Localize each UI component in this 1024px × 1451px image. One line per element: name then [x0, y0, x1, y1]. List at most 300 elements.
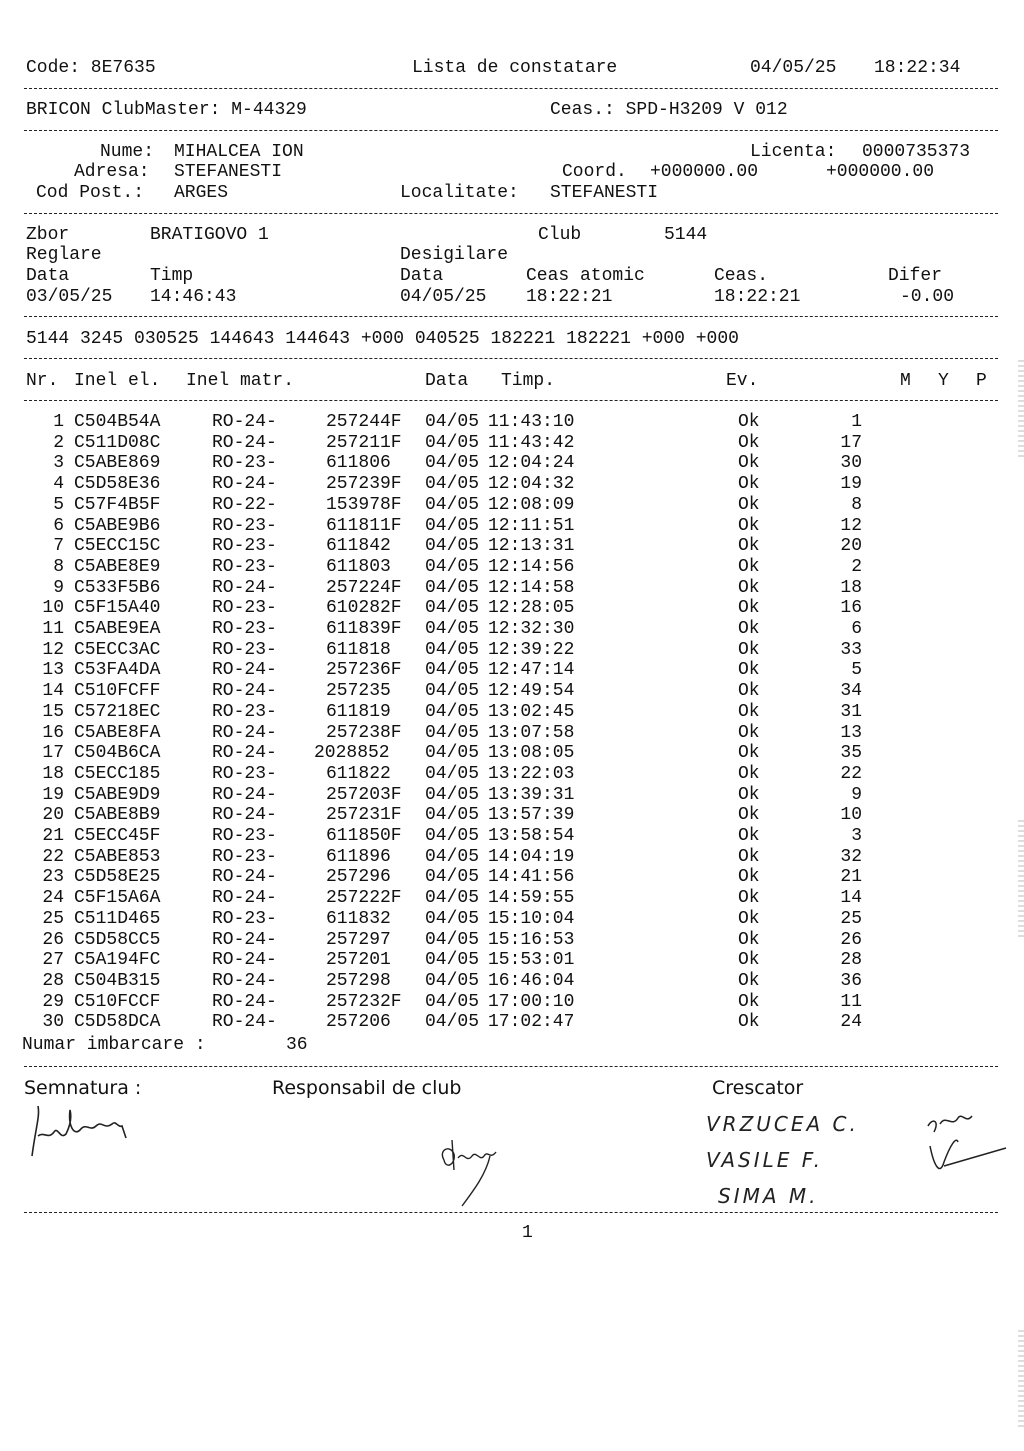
- cell-data: 04/05: [425, 743, 480, 764]
- cell-inel-el: C5ECC3AC: [74, 639, 161, 660]
- cell-inel-el: C504B315: [74, 970, 161, 991]
- cell-timp: 15:53:01: [488, 950, 575, 971]
- cell-value: 16: [840, 598, 862, 619]
- nume-value: MIHALCEA ION: [174, 142, 304, 162]
- cell-inel-matr: 611822: [326, 763, 391, 784]
- cell-inel-matr: 611850F: [326, 826, 402, 846]
- cell-data: 04/05: [425, 474, 480, 495]
- cell-prefix: RO-23-: [212, 826, 277, 846]
- desigilare-data: 04/05/25: [400, 287, 487, 307]
- cell-inel-el: C53FA4DA: [74, 660, 161, 681]
- cell-value: 32: [840, 846, 862, 867]
- cell-inel-matr: 611896: [326, 846, 391, 867]
- responsabil-label: Responsabil de club: [272, 1077, 462, 1099]
- cell-inel-el: C511D08C: [74, 432, 161, 453]
- cell-inel-el: C5ECC45F: [74, 826, 161, 846]
- zbor-value: BRATIGOVO 1: [150, 225, 269, 245]
- ceas-value: 18:22:21: [714, 287, 801, 307]
- cell-ev: Ok: [738, 888, 760, 909]
- cell-nr: 9: [53, 577, 64, 598]
- reglare-label: Reglare: [26, 245, 102, 265]
- cell-prefix: RO-23-: [212, 639, 277, 660]
- cell-prefix: RO-24-: [212, 412, 277, 432]
- cell-value: 31: [840, 701, 862, 722]
- cell-inel-matr: 611818: [326, 639, 391, 660]
- cell-ev: Ok: [738, 846, 760, 867]
- data-label: Data: [26, 266, 70, 286]
- doc-date: 04/05/25: [750, 58, 837, 78]
- cell-value: 22: [840, 763, 862, 784]
- cell-ev: Ok: [738, 536, 760, 557]
- cell-data: 04/05: [425, 453, 480, 474]
- cell-value: 11: [840, 991, 862, 1012]
- cell-value: 8: [851, 494, 862, 515]
- cell-value: 18: [840, 577, 862, 598]
- cell-data: 04/05: [425, 805, 480, 826]
- cell-prefix: RO-24-: [212, 743, 277, 764]
- cell-data: 04/05: [425, 639, 480, 660]
- cell-ev: Ok: [738, 432, 760, 453]
- cell-nr: 1: [53, 412, 64, 432]
- cell-timp: 12:04:24: [488, 453, 575, 474]
- cell-ev: Ok: [738, 598, 760, 619]
- cell-inel-el: C5ABE869: [74, 453, 161, 474]
- cell-data: 04/05: [425, 412, 480, 432]
- cell-data: 04/05: [425, 784, 480, 805]
- cell-prefix: RO-23-: [212, 701, 277, 722]
- cell-nr: 17: [42, 743, 64, 764]
- cell-timp: 12:13:31: [488, 536, 575, 557]
- cell-nr: 14: [42, 681, 64, 702]
- cell-value: 14: [840, 888, 862, 909]
- cell-inel-matr: 257201: [326, 950, 391, 971]
- doc-time: 18:22:34: [874, 58, 961, 78]
- cell-nr: 22: [42, 846, 64, 867]
- coord-y: +000000.00: [826, 162, 935, 182]
- cell-inel-el: C5D58E36: [74, 474, 161, 495]
- cell-inel-el: C504B54A: [74, 412, 161, 432]
- difer-label: Difer: [888, 266, 943, 286]
- cell-data: 04/05: [425, 619, 480, 639]
- cell-timp: 12:49:54: [488, 681, 575, 702]
- cell-inel-matr: 611803: [326, 556, 391, 577]
- cell-value: 34: [840, 681, 862, 702]
- col-ev: Ev.: [726, 371, 759, 391]
- cell-nr: 28: [42, 970, 64, 991]
- col-y: Y: [938, 371, 949, 391]
- col-nr: Nr.: [26, 371, 59, 391]
- cell-data: 04/05: [425, 1012, 480, 1033]
- cell-nr: 30: [42, 1012, 64, 1033]
- crescator-name-2: VASILE F.: [706, 1148, 824, 1172]
- cell-timp: 12:47:14: [488, 660, 575, 681]
- cell-inel-el: C5ABE8B9: [74, 805, 161, 826]
- cell-inel-matr: 257298: [326, 970, 391, 991]
- semnatura-label: Semnatura :: [24, 1077, 142, 1099]
- cell-value: 10: [840, 805, 862, 826]
- cell-inel-matr: 257236F: [326, 660, 402, 681]
- separator: [24, 88, 998, 89]
- cell-inel-matr: 611806: [326, 453, 391, 474]
- cell-value: 5: [851, 660, 862, 681]
- cell-prefix: RO-24-: [212, 867, 277, 888]
- cell-data: 04/05: [425, 763, 480, 784]
- cell-ev: Ok: [738, 660, 760, 681]
- cell-value: 19: [840, 474, 862, 495]
- cell-ev: Ok: [738, 474, 760, 495]
- cell-prefix: RO-24-: [212, 888, 277, 909]
- cell-prefix: RO-24-: [212, 474, 277, 495]
- cell-prefix: RO-23-: [212, 908, 277, 929]
- cell-prefix: RO-24-: [212, 722, 277, 743]
- semnatura-signature: [24, 1096, 144, 1166]
- cell-value: 13: [840, 722, 862, 743]
- cell-value: 26: [840, 929, 862, 950]
- cell-nr: 16: [42, 722, 64, 743]
- reglare-data: 03/05/25: [26, 287, 113, 307]
- cell-inel-el: C5ABE9EA: [74, 619, 161, 639]
- cell-inel-matr: 257244F: [326, 412, 402, 432]
- coord-x: +000000.00: [650, 162, 759, 182]
- cell-value: 6: [851, 619, 862, 639]
- cell-value: 3: [851, 826, 862, 846]
- cell-nr: 26: [42, 929, 64, 950]
- cell-prefix: RO-24-: [212, 929, 277, 950]
- cell-nr: 4: [53, 474, 64, 495]
- crescator-name-3: SIMA M.: [718, 1184, 819, 1208]
- cell-ev: Ok: [738, 639, 760, 660]
- cell-nr: 25: [42, 908, 64, 929]
- cell-data: 04/05: [425, 515, 480, 536]
- cell-data: 04/05: [425, 536, 480, 557]
- cell-nr: 11: [42, 619, 64, 639]
- ceas-atomic-value: 18:22:21: [526, 287, 613, 307]
- cell-nr: 19: [42, 784, 64, 805]
- col-timp: Timp.: [501, 371, 556, 391]
- cell-inel-matr: 611842: [326, 536, 391, 557]
- cell-inel-el: C5ABE853: [74, 846, 161, 867]
- cell-timp: 13:07:58: [488, 722, 575, 743]
- reglare-timp: 14:46:43: [150, 287, 237, 307]
- cell-prefix: RO-23-: [212, 536, 277, 557]
- cell-nr: 21: [42, 826, 64, 846]
- cell-nr: 13: [42, 660, 64, 681]
- cell-value: 21: [840, 867, 862, 888]
- cell-ev: Ok: [738, 908, 760, 929]
- cell-timp: 14:04:19: [488, 846, 575, 867]
- cell-nr: 2: [53, 432, 64, 453]
- cell-inel-el: C510FCFF: [74, 681, 161, 702]
- difer-value: -0.00: [900, 287, 955, 307]
- cell-nr: 29: [42, 991, 64, 1012]
- cell-nr: 24: [42, 888, 64, 909]
- cell-timp: 15:16:53: [488, 929, 575, 950]
- cell-timp: 13:02:45: [488, 701, 575, 722]
- cell-data: 04/05: [425, 929, 480, 950]
- cell-inel-matr: 257297: [326, 929, 391, 950]
- cell-ev: Ok: [738, 453, 760, 474]
- cell-inel-el: C5F15A40: [74, 598, 161, 619]
- cell-data: 04/05: [425, 867, 480, 888]
- separator: [24, 1212, 998, 1213]
- cell-ev: Ok: [738, 722, 760, 743]
- cell-ev: Ok: [738, 805, 760, 826]
- cell-inel-matr: 257235: [326, 681, 391, 702]
- doc-code: Code: 8E7635: [26, 58, 156, 78]
- cell-timp: 12:14:56: [488, 556, 575, 577]
- cell-prefix: RO-24-: [212, 681, 277, 702]
- cell-prefix: RO-24-: [212, 784, 277, 805]
- cell-value: 24: [840, 1012, 862, 1033]
- cell-ev: Ok: [738, 556, 760, 577]
- col-inel-el: Inel el.: [74, 371, 161, 391]
- cell-inel-matr: 257239F: [326, 474, 402, 495]
- cell-inel-el: C511D465: [74, 908, 161, 929]
- col-inel-matr: Inel matr.: [186, 371, 295, 391]
- cell-value: 33: [840, 639, 862, 660]
- separator: [24, 1066, 998, 1067]
- cell-ev: Ok: [738, 991, 760, 1012]
- club-label: Club: [538, 225, 582, 245]
- cell-ev: Ok: [738, 681, 760, 702]
- cell-ev: Ok: [738, 412, 760, 432]
- cell-inel-el: C5ABE8FA: [74, 722, 161, 743]
- timp-label: Timp: [150, 266, 194, 286]
- cell-timp: 13:39:31: [488, 784, 575, 805]
- cell-inel-el: C533F5B6: [74, 577, 161, 598]
- cell-timp: 16:46:04: [488, 970, 575, 991]
- cell-inel-el: C5ABE8E9: [74, 556, 161, 577]
- cell-inel-matr: 257238F: [326, 722, 402, 743]
- cell-inel-matr: 257231F: [326, 805, 402, 826]
- cell-ev: Ok: [738, 826, 760, 846]
- zbor-label: Zbor: [26, 225, 70, 245]
- codpost-label: Cod Post.:: [36, 183, 145, 203]
- cell-data: 04/05: [425, 888, 480, 909]
- cell-inel-el: C5ABE9D9: [74, 784, 161, 805]
- cell-inel-matr: 257222F: [326, 888, 402, 909]
- cell-inel-matr: 2028852: [314, 743, 390, 764]
- cell-nr: 12: [42, 639, 64, 660]
- cell-inel-matr: 611832: [326, 908, 391, 929]
- codpost-value: ARGES: [174, 183, 229, 203]
- cell-prefix: RO-24-: [212, 1012, 277, 1033]
- cell-ev: Ok: [738, 867, 760, 888]
- coord-label: Coord.: [562, 162, 627, 182]
- cell-inel-matr: 610282F: [326, 598, 402, 619]
- code-line: 5144 3245 030525 144643 144643 +000 040525 182221 182221 +000 +000: [26, 329, 739, 349]
- separator: [24, 358, 998, 359]
- cell-inel-matr: 257224F: [326, 577, 402, 598]
- crescator-name-1: VRZUCEA C.: [706, 1112, 859, 1136]
- cell-value: 9: [851, 784, 862, 805]
- separator: [24, 130, 998, 131]
- cell-prefix: RO-23-: [212, 515, 277, 536]
- localitate-value: STEFANESTI: [550, 183, 659, 203]
- cell-timp: 13:57:39: [488, 805, 575, 826]
- cell-prefix: RO-22-: [212, 494, 277, 515]
- cell-prefix: RO-24-: [212, 660, 277, 681]
- cell-nr: 20: [42, 805, 64, 826]
- cell-ev: Ok: [738, 701, 760, 722]
- cell-data: 04/05: [425, 970, 480, 991]
- cell-inel-el: C5ECC15C: [74, 536, 161, 557]
- cell-data: 04/05: [425, 432, 480, 453]
- ceas-atomic-label: Ceas atomic: [526, 266, 645, 286]
- cell-data: 04/05: [425, 826, 480, 846]
- cell-ev: Ok: [738, 743, 760, 764]
- cell-value: 1: [851, 412, 862, 432]
- cell-nr: 15: [42, 701, 64, 722]
- cell-nr: 8: [53, 556, 64, 577]
- cell-ev: Ok: [738, 950, 760, 971]
- cell-data: 04/05: [425, 660, 480, 681]
- total-value: 36: [286, 1035, 308, 1055]
- club-value: 5144: [664, 225, 708, 245]
- nume-label: Nume:: [100, 142, 155, 162]
- localitate-label: Localitate:: [400, 183, 519, 203]
- cell-data: 04/05: [425, 598, 480, 619]
- crescator-signature: [900, 1106, 1010, 1186]
- cell-timp: 17:02:47: [488, 1012, 575, 1033]
- licenta-value: 0000735373: [862, 142, 971, 162]
- cell-inel-matr: 153978F: [326, 494, 402, 515]
- cell-value: 30: [840, 453, 862, 474]
- cell-prefix: RO-24-: [212, 950, 277, 971]
- cell-nr: 10: [42, 598, 64, 619]
- cell-data: 04/05: [425, 494, 480, 515]
- cell-timp: 15:10:04: [488, 908, 575, 929]
- cell-inel-matr: 257203F: [326, 784, 402, 805]
- cell-inel-el: C504B6CA: [74, 743, 161, 764]
- page-number: 1: [522, 1223, 533, 1243]
- cell-timp: 12:14:58: [488, 577, 575, 598]
- cell-inel-matr: 611811F: [326, 515, 402, 536]
- cell-prefix: RO-23-: [212, 598, 277, 619]
- cell-data: 04/05: [425, 681, 480, 702]
- cell-nr: 18: [42, 763, 64, 784]
- data2-label: Data: [400, 266, 444, 286]
- cell-timp: 12:28:05: [488, 598, 575, 619]
- crescator-label: Crescator: [712, 1077, 804, 1099]
- cell-ev: Ok: [738, 763, 760, 784]
- col-m: M: [900, 371, 911, 391]
- cell-inel-matr: 257211F: [326, 432, 402, 453]
- cell-ev: Ok: [738, 1012, 760, 1033]
- cell-value: 20: [840, 536, 862, 557]
- ceas-label: Ceas.: [714, 266, 769, 286]
- cell-timp: 12:32:30: [488, 619, 575, 639]
- cell-nr: 5: [53, 494, 64, 515]
- cell-inel-el: C5D58E25: [74, 867, 161, 888]
- cell-data: 04/05: [425, 908, 480, 929]
- cell-timp: 13:58:54: [488, 826, 575, 846]
- cell-inel-el: C5A194FC: [74, 950, 161, 971]
- cell-prefix: RO-23-: [212, 556, 277, 577]
- cell-prefix: RO-24-: [212, 577, 277, 598]
- cell-data: 04/05: [425, 991, 480, 1012]
- clock-id: Ceas.: SPD-H3209 V 012: [550, 100, 788, 120]
- clubmaster-id: BRICON ClubMaster: M-44329: [26, 100, 307, 120]
- cell-data: 04/05: [425, 722, 480, 743]
- cell-timp: 14:41:56: [488, 867, 575, 888]
- cell-prefix: RO-24-: [212, 991, 277, 1012]
- cell-value: 17: [840, 432, 862, 453]
- cell-inel-el: C5F15A6A: [74, 888, 161, 909]
- cell-inel-matr: 611819: [326, 701, 391, 722]
- cell-inel-el: C57218EC: [74, 701, 161, 722]
- cell-value: 36: [840, 970, 862, 991]
- cell-timp: 14:59:55: [488, 888, 575, 909]
- cell-prefix: RO-23-: [212, 763, 277, 784]
- cell-ev: Ok: [738, 970, 760, 991]
- cell-data: 04/05: [425, 846, 480, 867]
- cell-prefix: RO-23-: [212, 846, 277, 867]
- cell-ev: Ok: [738, 784, 760, 805]
- cell-timp: 12:04:32: [488, 474, 575, 495]
- cell-inel-el: C510FCCF: [74, 991, 161, 1012]
- cell-nr: 7: [53, 536, 64, 557]
- total-label: Numar imbarcare :: [22, 1035, 206, 1055]
- cell-inel-el: C5ECC185: [74, 763, 161, 784]
- cell-ev: Ok: [738, 577, 760, 598]
- cell-data: 04/05: [425, 701, 480, 722]
- cell-value: 35: [840, 743, 862, 764]
- cell-prefix: RO-24-: [212, 432, 277, 453]
- cell-data: 04/05: [425, 577, 480, 598]
- cell-inel-el: C57F4B5F: [74, 494, 161, 515]
- cell-inel-matr: 257232F: [326, 991, 402, 1012]
- cell-inel-matr: 611839F: [326, 619, 402, 639]
- cell-ev: Ok: [738, 515, 760, 536]
- cell-inel-el: C5ABE9B6: [74, 515, 161, 536]
- cell-value: 28: [840, 950, 862, 971]
- cell-nr: 6: [53, 515, 64, 536]
- cell-timp: 13:22:03: [488, 763, 575, 784]
- cell-nr: 27: [42, 950, 64, 971]
- cell-nr: 3: [53, 453, 64, 474]
- cell-prefix: RO-24-: [212, 970, 277, 991]
- cell-prefix: RO-23-: [212, 619, 277, 639]
- col-p: P: [976, 371, 987, 391]
- cell-inel-matr: 257206: [326, 1012, 391, 1033]
- cell-timp: 12:11:51: [488, 515, 575, 536]
- separator: [24, 213, 998, 214]
- cell-ev: Ok: [738, 619, 760, 639]
- cell-timp: 17:00:10: [488, 991, 575, 1012]
- cell-inel-el: C5D58CC5: [74, 929, 161, 950]
- cell-nr: 23: [42, 867, 64, 888]
- responsabil-signature: [430, 1130, 510, 1210]
- cell-timp: 12:39:22: [488, 639, 575, 660]
- cell-value: 2: [851, 556, 862, 577]
- cell-data: 04/05: [425, 556, 480, 577]
- cell-data: 04/05: [425, 950, 480, 971]
- desigilare-label: Desigilare: [400, 245, 509, 265]
- licenta-label: Licenta:: [750, 142, 837, 162]
- cell-prefix: RO-24-: [212, 805, 277, 826]
- cell-ev: Ok: [738, 929, 760, 950]
- separator: [24, 316, 998, 317]
- cell-timp: 11:43:10: [488, 412, 575, 432]
- separator: [24, 400, 998, 401]
- cell-value: 12: [840, 515, 862, 536]
- cell-inel-el: C5D58DCA: [74, 1012, 161, 1033]
- cell-ev: Ok: [738, 494, 760, 515]
- cell-timp: 12:08:09: [488, 494, 575, 515]
- cell-inel-matr: 257296: [326, 867, 391, 888]
- doc-title: Lista de constatare: [412, 58, 618, 78]
